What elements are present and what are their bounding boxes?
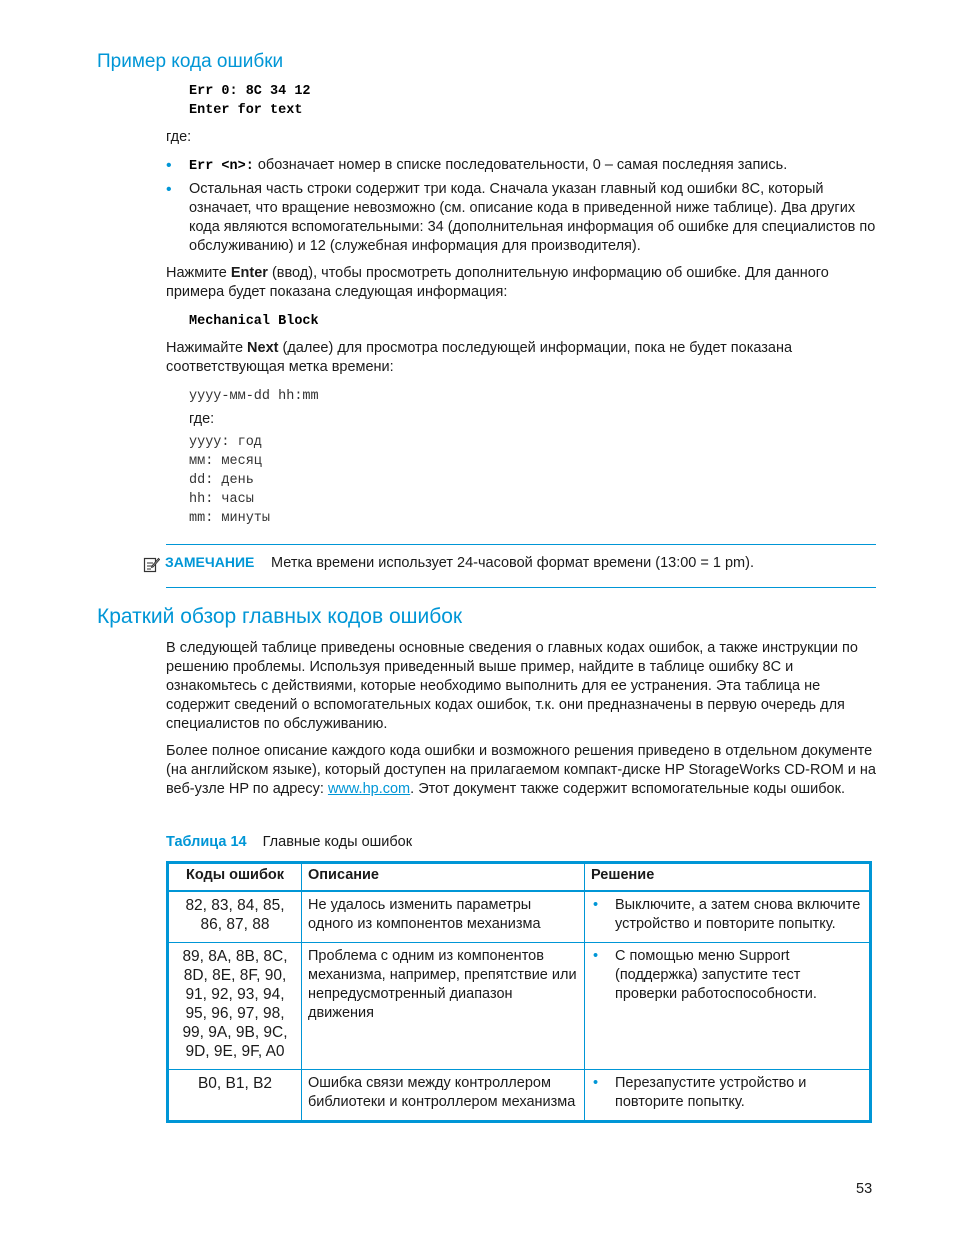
bullet-dot-icon: •: [166, 181, 172, 198]
cell-description: Проблема с одним из компонентов механизма, например, препятствие или непредусмотренный диапазон движения: [302, 943, 585, 1070]
overview-paragraph-2: [166, 742, 878, 799]
bullet-1-code: Err <n>:: [189, 159, 254, 174]
table-caption-label: Таблица 14: [166, 834, 247, 850]
cell-description: Ошибка связи между контроллером библиотеки и контроллером механизма: [302, 1070, 585, 1122]
where-label-2: где:: [189, 411, 215, 427]
bullet-dot-icon: •: [593, 1075, 599, 1091]
note-icon: [143, 556, 160, 573]
text-segment: Нажмите: [166, 265, 231, 281]
bullet-item-2: Остальная часть строки содержит три кода. Сначала указан главный код ошибки 8C, который означает, что вращение невозможно (см. описание кода в приведенной ниже таблице). Два других кода являются вспомогательными: 34 (дополнительная информация об ошибке для специалистов по обслуживанию) и 12 (служебная информация для производителя).: [189, 181, 876, 254]
where-label: где:: [166, 129, 192, 145]
key-next: Next: [247, 340, 279, 356]
bullet-dot-icon: •: [593, 897, 599, 913]
cell-codes: 82, 83, 84, 85, 86, 87, 88: [168, 891, 302, 943]
note-bottom-rule: [166, 587, 876, 588]
header-description: Описание: [302, 863, 585, 892]
page-number: 53: [856, 1181, 873, 1197]
solution-text: Выключите, а затем снова включите устройство и повторите попытку.: [615, 897, 861, 932]
table-caption: [166, 833, 412, 852]
bullet-item-1: [189, 156, 879, 176]
error-codes-table: [166, 861, 872, 1123]
bullet-dot-icon: •: [593, 948, 599, 964]
text-segment: Более полное описание каждого кода ошибки и возможного решения приведено в отдельном документе (на английском языке), который доступен на прилагаемом компакт-диске HP StorageWorks CD-ROM и на веб-узле HP по адресу:: [166, 743, 876, 797]
timestamp-format: yyyy-мм-dd hh:mm: [189, 389, 319, 404]
cell-solution: [585, 943, 871, 1070]
overview-paragraph-1: В следующей таблице приведены основные сведения о главных кодах ошибок, а также инструкции по решению проблемы. Используя приведенный выше пример, найдите в таблице ошибку 8C и ознакомьтесь с действиями, которые необходимо выполнить для ее устранения. Эта таблица не содержит сведений о вспомогательных кодах ошибок, т.к. они предназначены в первую очередь для специалистов по обслуживанию.: [166, 640, 858, 732]
table-row: [168, 891, 871, 943]
table-caption-text: Главные коды ошибок: [262, 834, 413, 850]
bullet-1-text: обозначает номер в списке последовательности, 0 – самая последняя запись.: [253, 157, 788, 173]
solution-text: С помощью меню Support (поддержка) запустите тест проверки работоспособности.: [615, 948, 817, 1002]
text-segment: . Этот документ также содержит вспомогательные коды ошибок.: [410, 781, 845, 797]
cell-codes: B0, B1, B2: [168, 1070, 302, 1122]
ts-yyyy: yyyy: год: [189, 435, 262, 450]
note-top-rule: [166, 544, 876, 545]
table-row: [168, 1070, 871, 1122]
ts-dd: dd: день: [189, 473, 254, 488]
paragraph-enter: [166, 264, 878, 302]
solution-text: Перезапустите устройство и повторите попытку.: [615, 1075, 807, 1110]
text-segment: Нажимайте: [166, 340, 248, 356]
ts-min: mm: минуты: [189, 511, 271, 526]
ts-mm: мм: месяц: [189, 454, 262, 469]
note-label: ЗАМЕЧАНИЕ: [165, 554, 255, 570]
ts-hh: hh: часы: [189, 492, 254, 507]
table-header-row: [168, 863, 871, 892]
section-title-error-example: Пример кода ошибки: [97, 51, 284, 72]
mechanical-block-code: Mechanical Block: [189, 314, 319, 329]
text-segment: (далее) для просмотра последующей информации, пока не будет показана соответствующая метка времени:: [166, 340, 793, 375]
header-codes: Коды ошибок: [168, 863, 302, 892]
note-text: Метка времени использует 24-часовой формат времени (13:00 = 1 pm).: [271, 555, 754, 571]
code-line-1: Err 0: 8C 34 12: [189, 84, 311, 99]
cell-solution: [585, 891, 871, 943]
header-solution: Решение: [585, 863, 871, 892]
text-segment: (ввод), чтобы просмотреть дополнительную информацию об ошибке. Для данного примера будет показана следующая информация:: [166, 265, 829, 300]
cell-codes: 89, 8A, 8B, 8C, 8D, 8E, 8F, 90, 91, 92, 93, 94, 95, 96, 97, 98, 99, 9A, 9B, 9C, 9D, 9E, 9F, A0: [168, 943, 302, 1070]
key-enter: Enter: [230, 265, 268, 281]
table-row: [168, 943, 871, 1070]
hp-website-link[interactable]: www.hp.com: [327, 781, 411, 797]
section-title-error-overview: Краткий обзор главных кодов ошибок: [97, 605, 463, 628]
cell-solution: [585, 1070, 871, 1122]
code-line-2: Enter for text: [189, 103, 303, 118]
bullet-dot-icon: •: [166, 157, 172, 174]
cell-description: Не удалось изменить параметры одного из компонентов механизма: [302, 891, 585, 943]
paragraph-next: [166, 339, 878, 377]
